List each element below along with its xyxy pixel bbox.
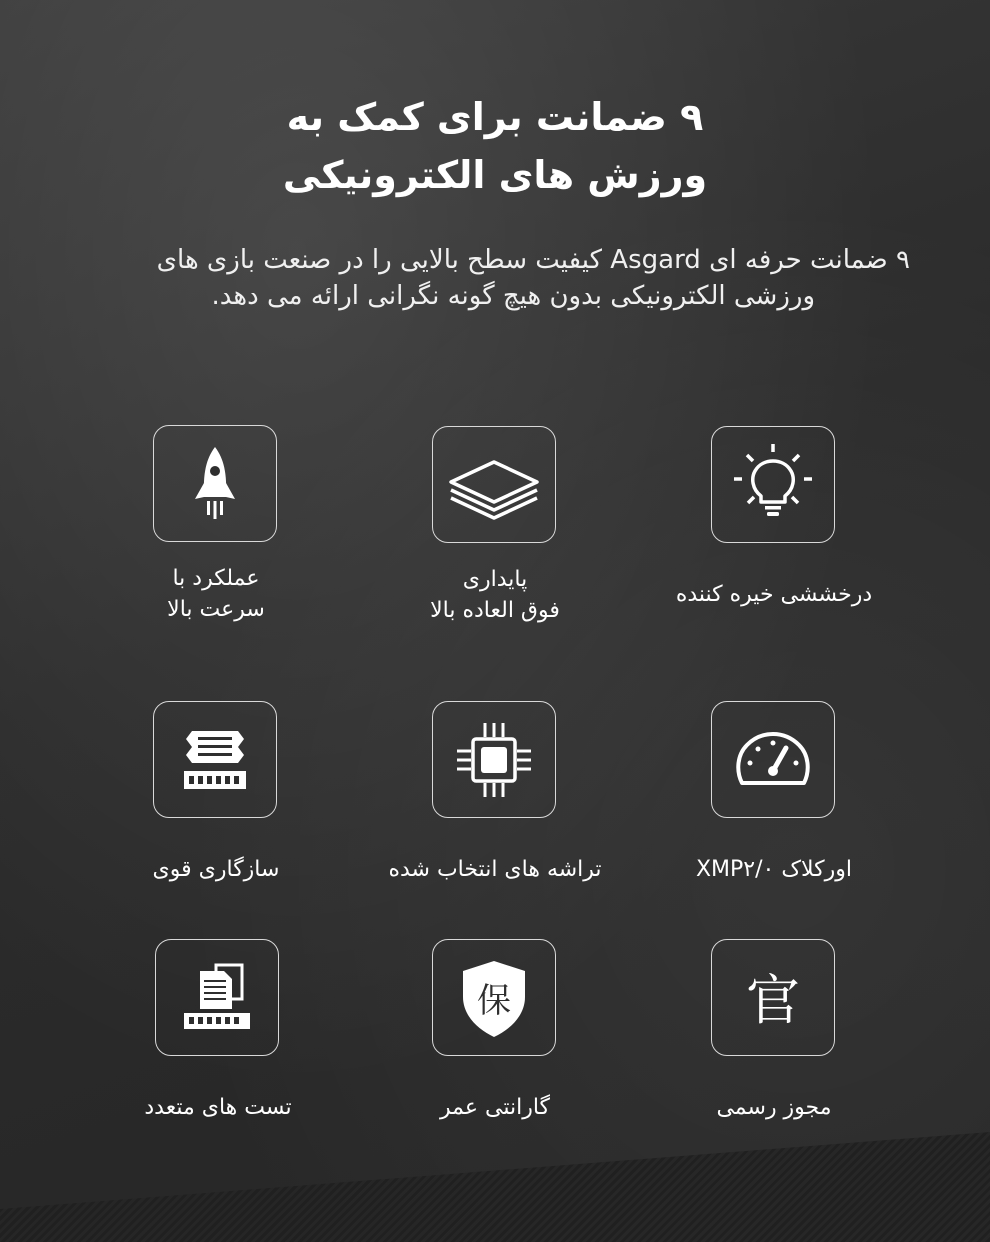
icon-box [711,701,835,818]
feature-label: تراشه های انتخاب شده [388,857,602,882]
feature-label: گارانتی عمر [440,1095,550,1120]
page-description [60,242,910,314]
speedometer-icon [728,715,818,805]
feature-multiple-tests [88,939,348,1149]
description-line-1: ۹ ضمانت حرفه ای Asgard کیفیت سطح بالایی را در صنعت بازی های [156,245,910,275]
feature-label: اورکلاک XMP۲/۰ [695,857,853,882]
icon-box [432,939,556,1056]
feature-compatibility [86,701,346,911]
documents-test-icon [172,953,262,1043]
icon-box [153,701,277,818]
feature-label: درخششی خیره کننده [675,582,873,607]
ram-module-icon [170,715,260,805]
license-glyph: 官 [746,968,800,1032]
icon-box [153,425,277,542]
feature-overclock [644,701,904,911]
feature-label: سازگاری قوی [152,857,280,882]
feature-official-license [644,939,904,1149]
icon-box [432,701,556,818]
lightbulb-icon [728,440,818,530]
feature-label: عملکرد با سرعت بالا [167,566,265,622]
icon-box [711,426,835,543]
shield-icon [449,953,539,1043]
description-line-2: ورزشی الکترونیکی بدون هیچ گونه نگرانی ارائه می دهد. [211,281,815,311]
icon-box [432,426,556,543]
feature-label: تست های متعدد [144,1095,292,1120]
page-title [0,88,990,204]
shield-glyph: 保 [477,980,511,1021]
feature-brightness [644,426,904,636]
feature-label: مجوز رسمی [716,1095,832,1120]
feature-stability [365,426,625,636]
icon-box [155,939,279,1056]
official-license-icon [728,953,818,1043]
feature-chips [365,701,625,911]
chip-icon [449,715,539,805]
feature-label: پایداری فوق العاده بالا [430,567,560,623]
icon-box [711,939,835,1056]
rocket-icon [170,439,260,529]
feature-high-speed [86,425,346,635]
feature-lifetime-warranty [365,939,625,1149]
title-line-2: ورزش های الکترونیکی [282,153,708,197]
layers-icon [449,440,539,530]
title-line-1: ۹ ضمانت برای کمک به [286,95,704,139]
